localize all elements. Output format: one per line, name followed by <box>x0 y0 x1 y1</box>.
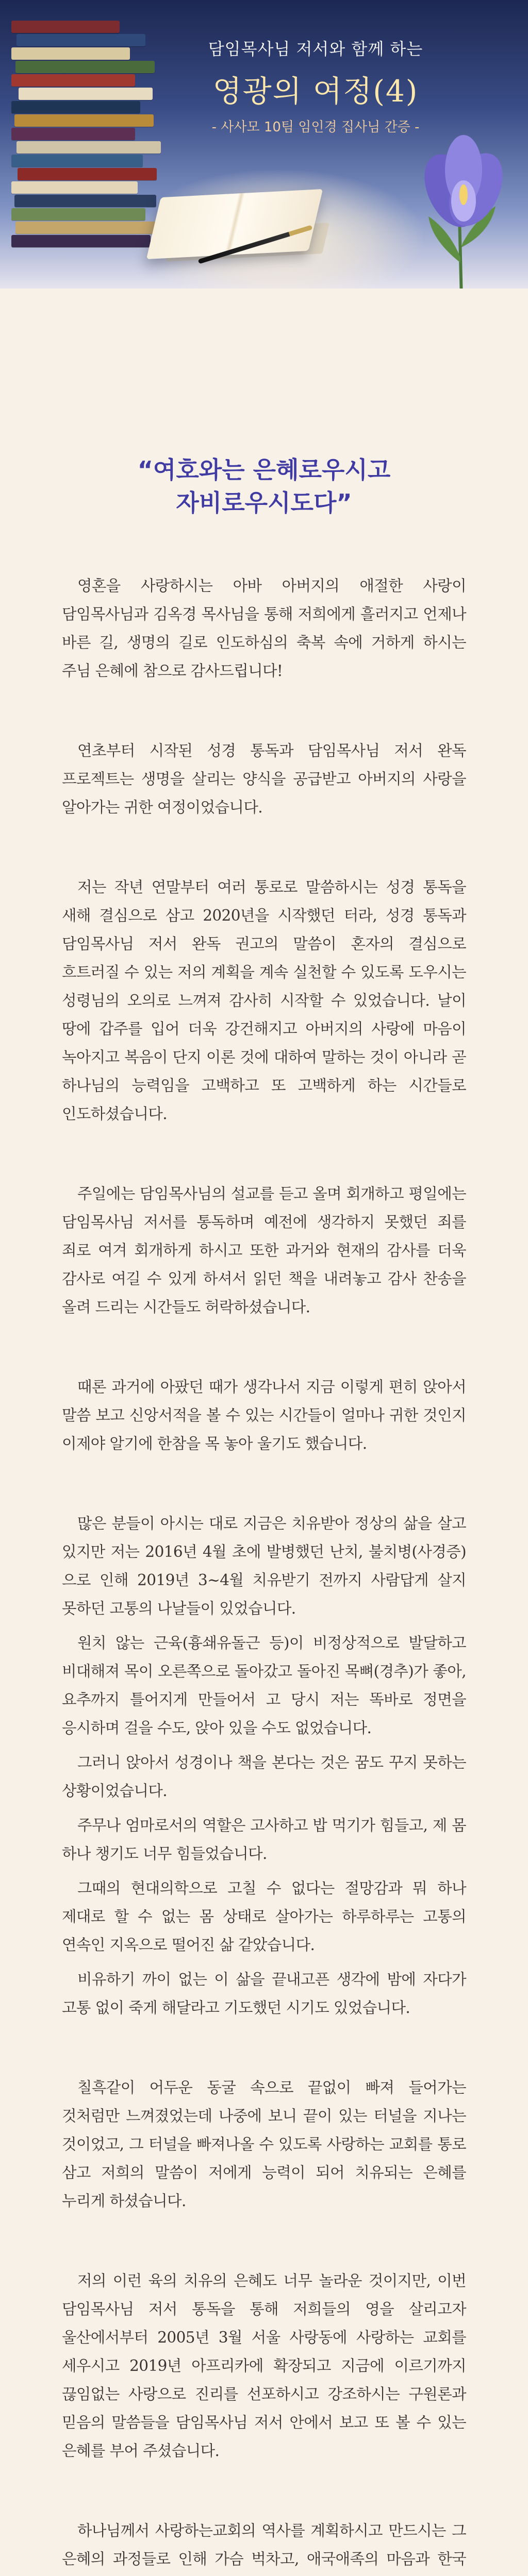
banner-title-block <box>0 36 528 135</box>
banner-subtitle: 담임목사님 저서와 함께 하는 <box>208 39 423 59</box>
iris-flower-image <box>394 129 528 289</box>
paragraph: 원치 않는 근육(흉쇄유돌근 등)이 비정상적으로 발달하고 비대해져 목이 오른쪽으로 돌아갔고 돌아진 목뼈(경추)가 좋아, 요추까지 틀어지게 만들어서 고 당시 저는 똑바로 정면을 응시하며 걸을 수도, 앉아 있을 수도 없었습니다. <box>62 1634 466 1737</box>
testimony-body <box>62 572 466 2576</box>
quote-line-1: “여호와는 은혜로우시고 <box>137 456 391 484</box>
banner-author: - 사사모 10팀 임인경 집사님 간증 - <box>211 120 420 135</box>
paragraph: 그러니 앉아서 성경이나 책을 본다는 것은 꿈도 꾸지 못하는 상황이었습니다. <box>62 1754 466 1800</box>
paragraph: 주일에는 담임목사님의 설교를 듣고 올며 회개하고 평일에는 담임목사님 저서를 통독하며 예전에 생각하지 못했던 죄를 죄로 여겨 회개하게 하시고 또한 과거와 현재의 감사를 더욱 감사로 여길 수 있게 하셔서 읽던 책을 내려놓고 감사 찬송을 올려 드리는 시간들도 허락하셨습니다. <box>62 1185 466 1316</box>
paragraph: 저는 작년 연말부터 여러 통로로 말씀하시는 성경 통독을 새해 결심으로 삼고 2020년을 시작했던 터라, 성경 통독과 담임목사님 저서 완독 권고의 말씀이 혼자의 결심으로 흐트러질 수 있는 저의 계획을 계속 실천할 수 있도록 도우시는 성령님의 오의로 느껴져 감사히 시작할 수 있었습니다. 날이 땅에 갑주를 입어 더욱 강건해지고 아버지의 사랑에 마음이 녹아지고 복음이 단지 이론 것에 대하여 말하는 것이 아니라 곧 하나님의 능력임을 고백하고 또 고백하게 하는 시간들로 인도하셨습니다. <box>62 878 466 1123</box>
paragraph: 하나님께서 사랑하는교회의 역사를 계획하시고 만드시는 그 은혜의 과정들로 인해 가슴 벅차고, 애국애족의 마음과 한국 <box>62 2522 466 2568</box>
banner-title: 영광의 여정(4) <box>212 74 419 109</box>
quote-line-2: 자비로우시도다” <box>176 489 352 517</box>
paragraph: 비유하기 까이 없는 이 삶을 끝내고픈 생각에 밤에 자다가 고통 없이 죽게 해달라고 기도했던 시기도 있었습니다. <box>62 1971 466 2016</box>
paragraph: 칠흑같이 어두운 동굴 속으로 끝없이 빠져 들어가는 것처럼만 느껴졌었는데 나중에 보니 끝이 있는 터널을 지나는 것이었고, 그 터널을 빠져나올 수 있도록 사랑하는 교회를 통로 삼고 저희의 말씀이 저에게 능력이 되어 치유되는 은혜를 누리게 하셨습니다. <box>62 2079 466 2210</box>
paragraph: 주무나 엄마로서의 역할은 고사하고 밥 먹기가 힘들고, 제 몸 하나 챙기도 너무 힘들었습니다. <box>62 1817 466 1862</box>
header-banner <box>0 0 528 289</box>
paragraph: 그때의 현대의학으로 고칠 수 없다는 절망감과 뭐 하나 제대로 할 수 없는 몸 상태로 살아가는 하루하루는 고통의 연속인 지옥으로 떨어진 삶 같았습니다. <box>62 1879 466 1954</box>
paragraph: 저의 이런 육의 치유의 은혜도 너무 놀라운 것이지만, 이번 담임목사님 저서 통독을 통해 저희들의 영을 살리고자 울산에서부터 2005년 3월 서울 사랑동에 사랑하는 교회를 세우시고 2019년 아프리카에 확장되고 지금에 이르기까지 끊임없는 사랑으로 진리를 선포하시고 강조하시는 구원론과 믿음의 말씀들을 담임목사님 저서 안에서 보고 또 볼 수 있는 은혜를 부어 주셨습니다. <box>62 2272 466 2460</box>
paragraph: 연초부터 시작된 성경 통독과 담임목사님 저서 완독 프로젝트는 생명을 살리는 양식을 공급받고 아버지의 사랑을 알아가는 귀한 여정이었습니다. <box>62 742 466 816</box>
scripture-quote <box>0 453 528 519</box>
paragraph: 영혼을 사랑하시는 아바 아버지의 애절한 사랑이 담임목사님과 김옥경 목사님을 통해 저희에게 흘러지고 언제나 바른 길, 생명의 길로 인도하심의 축복 속에 거하게 하시는 주님 은혜에 참으로 감사드립니다! <box>62 577 466 680</box>
paragraph: 때론 과거에 아팠던 때가 생각나서 지금 이렇게 편히 앉아서 말씀 보고 신앙서적을 볼 수 있는 시간들이 얼마나 귀한 것인지 이제야 알기에 한참을 목 놓아 울기도 했습니다. <box>62 1378 466 1452</box>
paragraph: 많은 분들이 아시는 대로 지금은 치유받아 정상의 삶을 살고 있지만 저는 2016년 4월 초에 발병했던 난치, 불치병(사경증)으로 인해 2019년 3~4월 치유받기 전까지 사람답게 살지 못하던 고통의 나날들이 있었습니다. <box>62 1515 466 1617</box>
